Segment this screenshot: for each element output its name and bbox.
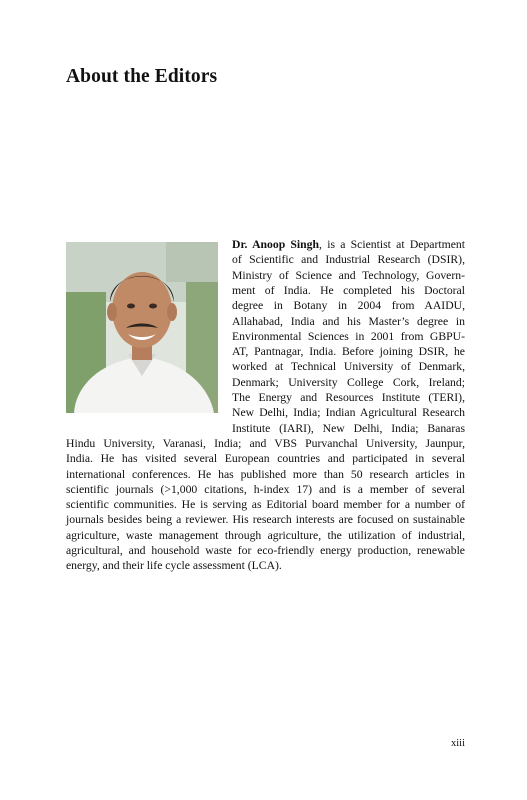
bio-line: scientific journals (>1,000 citations, h-index 17) and is a member of several [66, 482, 465, 496]
bio-line: ment of India. He completed his Doctoral [232, 283, 465, 297]
bio-line: of Scientific and Industrial Research (DSIR), [232, 253, 465, 267]
bio-line: Environmental Sciences in 2001 from GBPU- [232, 329, 465, 343]
bio-line: scientific communities. He is serving as Editorial board member for a number of [66, 498, 465, 512]
bio-line: AT, Pantnagar, India. Before joining DSIR, he [232, 345, 465, 359]
editor-photo [66, 242, 218, 413]
bio-line: New Delhi, India; Indian Agricultural Research [232, 406, 465, 420]
bio-line: Dr. Anoop Singh, is a Scientist at Department [232, 238, 465, 251]
bio-line: worked at Technical University of Denmark, [232, 360, 465, 374]
bio-line: agricultural, and household waste for eco-friendly energy production, renewable [66, 544, 465, 557]
editor-name: Dr. Anoop Singh [232, 238, 320, 251]
page-number: xiii [450, 738, 465, 749]
bio-line: India. He has visited several European countries and participated in several [66, 452, 465, 466]
bio-line: agriculture, waste management through agriculture, the utilization of industrial, [66, 528, 465, 542]
bio-line: international conferences. He has published more than 50 research articles in [66, 467, 465, 481]
bio-line: Institute (IARI), New Delhi, India; Banaras [232, 421, 465, 435]
bio-line: degree in Botany in 2004 from AAIDU, [232, 299, 465, 313]
bio-line: journals besides being a reviewer. His research interests are focused on sustainable [66, 513, 465, 527]
bio-line: Hindu University, Varanasi, India; and VBS Purvanchal University, Jaunpur, [66, 436, 465, 450]
bio-line: Allahabad, India and his Master’s degree in [232, 314, 465, 328]
bio-line: energy, and their life cycle assessment (LCA). [66, 559, 282, 573]
section-heading: About the Editors [66, 66, 218, 87]
bio-line: The Energy and Resources Institute (TERI), [232, 391, 465, 404]
bio-line: Denmark; University College Cork, Ireland; [232, 375, 465, 389]
bio-line: Ministry of Science and Technology, Govern- [232, 268, 465, 282]
